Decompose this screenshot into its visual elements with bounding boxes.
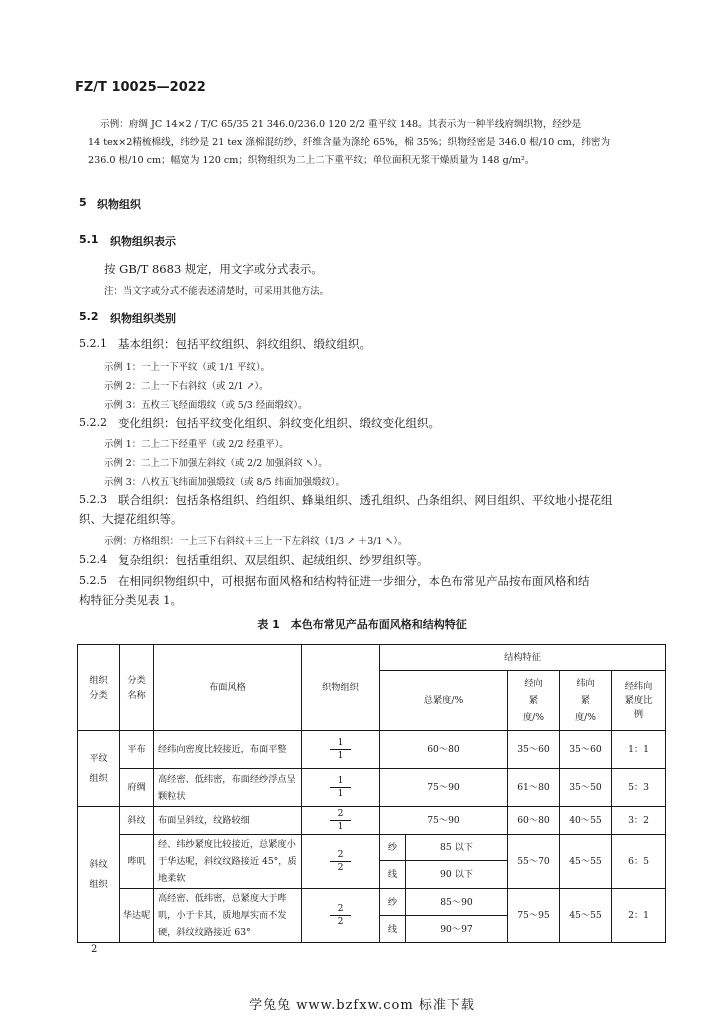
- clause-number: 5.2.3: [79, 493, 107, 506]
- row-ratio: 6：5: [612, 835, 666, 889]
- paragraph: 按 GB/T 8683 规定，用文字或分式表示。: [104, 262, 323, 276]
- table-row: [78, 835, 666, 861]
- clause-text: 织、大提花组织等。: [79, 512, 183, 526]
- fabric-table: [77, 644, 666, 943]
- table-row: [78, 889, 666, 916]
- yarn-label: 纱: [380, 889, 406, 916]
- row-ratio: 3：2: [612, 807, 666, 835]
- row-warp: 35～60: [508, 731, 560, 769]
- row-weft: 45～55: [560, 889, 612, 943]
- example-line: 236.0 根/10 cm；幅宽为 120 cm；织物组织为二上二下重平纹；单位面积无浆干燥质量为 148 g/m²。: [88, 155, 535, 166]
- row-weave: $\frac{2}{1}$: [302, 807, 380, 835]
- clause-number: 5.2.2: [79, 416, 107, 429]
- group-plain: 平纹组织: [78, 731, 120, 807]
- note: 注：当文字或分式不能表述清楚时，可采用其他方法。: [104, 286, 330, 297]
- header-ratio: 经纬向紧度比例: [612, 671, 666, 731]
- table-row: [78, 731, 666, 769]
- header-struct: 结构特征: [380, 645, 666, 671]
- row-total: 85～90: [406, 889, 508, 916]
- section-title: 织物组织表示: [110, 235, 176, 248]
- example-line: 示例 1：二上二下经重平（或 2/2 经重平）。: [104, 439, 289, 450]
- clause-text: 在相同织物组织中，可根据布面风格和结构特征进一步细分，本色布常见产品按布面风格和结: [118, 574, 590, 588]
- group-twill: 斜纹组织: [78, 807, 120, 943]
- row-total: 75～90: [380, 807, 508, 835]
- row-weave: $\frac{1}{1}$: [302, 731, 380, 769]
- row-weft: 35～50: [560, 769, 612, 807]
- clause-number: 5.2.4: [79, 553, 107, 566]
- standard-id: FZ/T 10025—2022: [75, 80, 206, 95]
- row-name: 平布: [120, 731, 154, 769]
- row-weave: $\frac{2}{2}$: [302, 835, 380, 889]
- row-warp: 75～95: [508, 889, 560, 943]
- row-weft: 40～55: [560, 807, 612, 835]
- row-weave: $\frac{2}{2}$: [302, 889, 380, 943]
- footer-watermark: 学兔兔 www.bzfxw.com 标准下载: [249, 998, 475, 1013]
- row-style: 布面呈斜纹，纹路较细: [154, 807, 302, 835]
- row-name: 哔叽: [120, 835, 154, 889]
- header-name: 分类名称: [120, 645, 154, 731]
- example-line: 示例 2：二上一下右斜纹（或 2/1 ↗）。: [104, 381, 269, 392]
- example-line: 示例 2：二上二下加强左斜纹（或 2/2 加强斜纹 ↖）。: [104, 458, 328, 469]
- header-total: 总紧度/%: [380, 671, 508, 731]
- row-ratio: 1：1: [612, 731, 666, 769]
- row-weft: 35～60: [560, 731, 612, 769]
- row-warp: 60～80: [508, 807, 560, 835]
- example-line: 示例 3：八枚五飞纬面加强缎纹（或 8/5 纬面加强缎纹）。: [104, 477, 345, 488]
- row-style: 经纬向密度比较接近，布面平整: [154, 731, 302, 769]
- row-warp: 61～80: [508, 769, 560, 807]
- row-weft: 45～55: [560, 835, 612, 889]
- row-ratio: 2：1: [612, 889, 666, 943]
- table-caption: 表 1 本色布常见产品布面风格和结构特征: [257, 618, 467, 631]
- row-name: 华达呢: [120, 889, 154, 943]
- row-ratio: 5：3: [612, 769, 666, 807]
- example-line: 示例：方格组织：一上三下右斜纹＋三上一下左斜纹（1/3 ↗ ＋3/1 ↖）。: [104, 536, 408, 547]
- clause-text: 联合组织：包括条格组织、绉组织、蜂巢组织、透孔组织、凸条组织、网目组织、平纹地小提花组: [118, 493, 613, 507]
- yarn-label: 纱: [380, 835, 406, 861]
- row-style: 高经密、低纬密，布面经纱浮点呈颗粒状: [154, 769, 302, 807]
- row-style: 高经密、低纬密，总紧度大于哔叽，小于卡其，质地厚实而不发硬，斜纹纹路接近 63°: [154, 889, 302, 943]
- table-row: [78, 807, 666, 835]
- row-warp: 55～70: [508, 835, 560, 889]
- section-title: 织物组织类别: [110, 312, 176, 325]
- example-line: 14 tex×2精梳棉线，纬纱是 21 tex 涤棉混纺纱，纤维含量为涤纶 65%，棉 35%；织物经密是 346.0 根/10 cm，纬密为: [88, 137, 611, 148]
- clause-text: 基本组织：包括平纹组织、斜纹组织、缎纹组织。: [118, 337, 371, 351]
- row-total: 60～80: [380, 731, 508, 769]
- thread-label: 线: [380, 916, 406, 943]
- clause-number: 5.2.1: [79, 337, 107, 350]
- table-row: [78, 769, 666, 807]
- section-number: 5: [79, 196, 87, 209]
- row-total: 90 以下: [406, 861, 508, 889]
- row-name: 府绸: [120, 769, 154, 807]
- row-style: 经、纬纱紧度比较接近，总紧度小于华达呢，斜纹纹路接近 45°，质地柔软: [154, 835, 302, 889]
- section-title: 织物组织: [97, 198, 141, 211]
- header-style: 布面风格: [154, 645, 302, 731]
- header-group: 组织分类: [78, 645, 120, 731]
- section-number: 5.2: [79, 310, 99, 323]
- clause-number: 5.2.5: [79, 574, 107, 587]
- row-weave: $\frac{1}{1}$: [302, 769, 380, 807]
- example-line: 示例：府绸 JC 14×2 / T/C 65/35 21 346.0/236.0 120 2/2 重平纹 148。其表示为一种半线府绸织物，经纱是: [100, 119, 582, 130]
- row-total: 90～97: [406, 916, 508, 943]
- thread-label: 线: [380, 861, 406, 889]
- header-weave: 织物组织: [302, 645, 380, 731]
- example-line: 示例 3：五枚三飞经面缎纹（或 5/3 经面缎纹）。: [104, 400, 308, 411]
- row-name: 斜纹: [120, 807, 154, 835]
- header-weft: 纬向紧度/%: [560, 671, 612, 731]
- clause-text: 复杂组织：包括重组织、双层组织、起绒组织、纱罗组织等。: [118, 553, 429, 567]
- row-total: 85 以下: [406, 835, 508, 861]
- page-number: 2: [91, 944, 98, 955]
- header-warp: 经向紧度/%: [508, 671, 560, 731]
- row-total: 75～90: [380, 769, 508, 807]
- clause-text: 变化组织：包括平纹变化组织、斜纹变化组织、缎纹变化组织。: [118, 416, 440, 430]
- clause-text: 构特征分类见表 1。: [79, 593, 182, 607]
- example-line: 示例 1：一上一下平纹（或 1/1 平纹）。: [104, 362, 270, 373]
- section-number: 5.1: [79, 233, 99, 246]
